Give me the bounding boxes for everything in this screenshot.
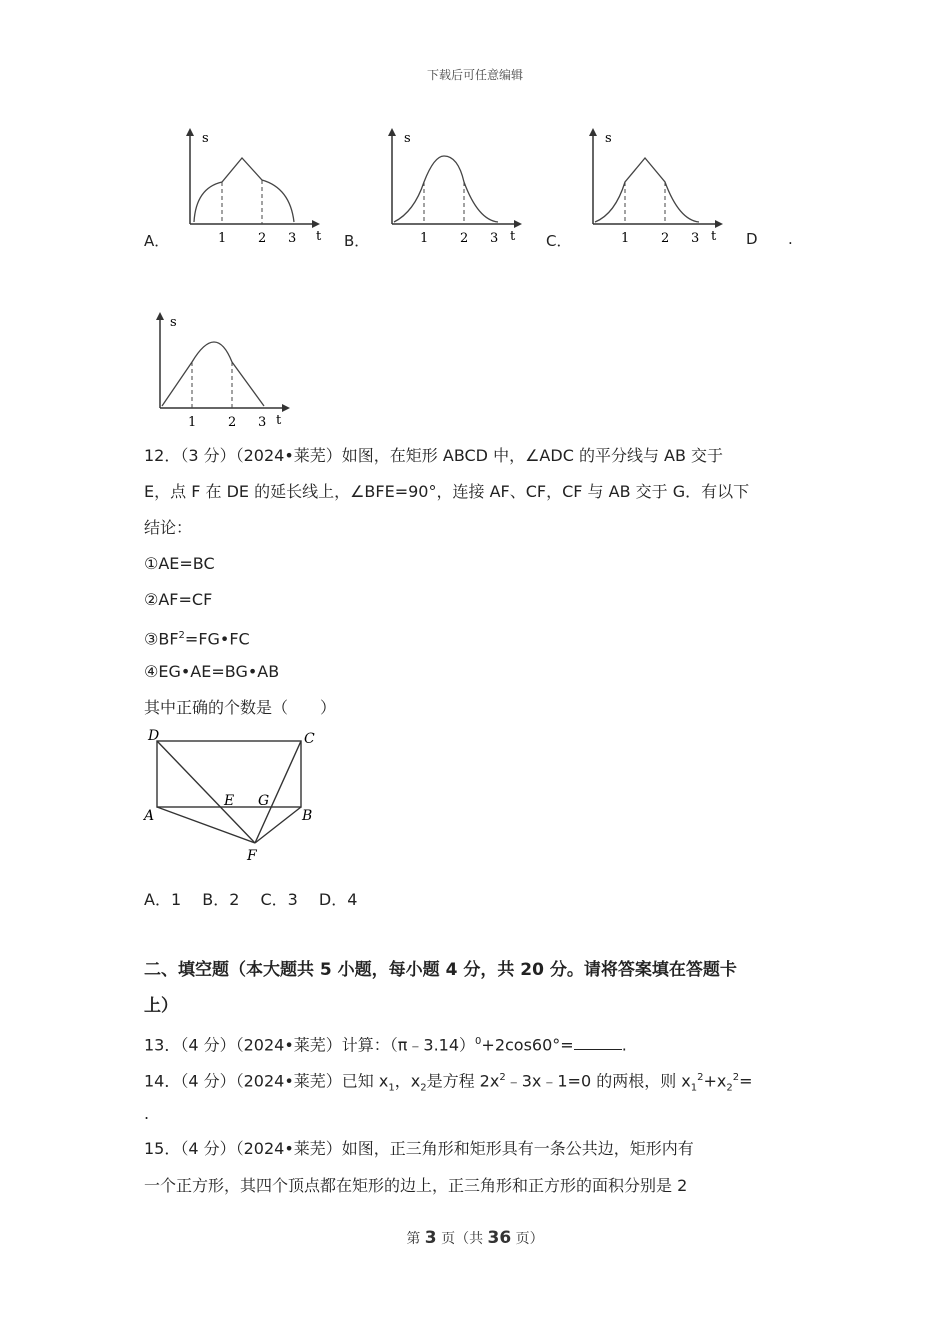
- x-arrow-icon: [715, 220, 723, 228]
- q14-sub1: 1: [388, 1082, 395, 1094]
- y-axis-label: s: [170, 315, 177, 330]
- tick-2: 2: [258, 231, 267, 244]
- graph-d: [142, 308, 302, 432]
- footer-pre: 第: [406, 1231, 425, 1247]
- q14-sub3: 1: [690, 1082, 698, 1094]
- y-axis-label: s: [202, 131, 209, 146]
- line-bf: [255, 807, 301, 843]
- q14-end: =: [739, 1071, 753, 1091]
- y-axis-label: s: [605, 131, 612, 146]
- curve: [194, 158, 294, 222]
- option-d-label: D: [746, 230, 758, 248]
- option-c-label: C．: [546, 232, 572, 250]
- label-a: A: [144, 808, 155, 824]
- q14-pre: 14．（4 分）（2024•莱芜）已知 x: [144, 1071, 389, 1091]
- graph-a: [172, 124, 332, 244]
- q13-end: .: [621, 1035, 627, 1055]
- label-g: G: [258, 793, 270, 809]
- tick-1: 1: [218, 231, 227, 244]
- label-f: F: [247, 848, 257, 864]
- footer-page-number: 3: [424, 1228, 437, 1248]
- q14-mid3: ﹣3x﹣1=0 的两根，则 x: [505, 1071, 691, 1091]
- line-cf: [255, 741, 301, 843]
- y-arrow-icon: [156, 312, 164, 320]
- tick-1: 1: [188, 415, 197, 430]
- page-footer: [0, 1228, 950, 1248]
- curve: [394, 156, 498, 222]
- option-d-dot: .: [788, 230, 793, 248]
- q15-line1: 15．（4 分）（2024•莱芜）如图，正三角形和矩形具有一条公共边，矩形内有: [144, 1139, 694, 1158]
- q12-conclusion-4: ④EG•AE=BG•AB: [144, 662, 280, 681]
- q13-sup: 0: [475, 1036, 482, 1047]
- q12-conclusion-3: [144, 618, 808, 657]
- line-df: [157, 741, 255, 843]
- q12-stem-line3: 结论：: [144, 518, 193, 537]
- x-arrow-icon: [514, 220, 522, 228]
- q12-stem-line2: E，点 F 在 DE 的延长线上，∠BFE=90°，连接 AF、CF，CF 与 AB 交于 G．有以下: [144, 482, 750, 501]
- y-arrow-icon: [589, 128, 597, 136]
- x-axis-label: t: [510, 229, 516, 244]
- q14-mid1: ，x: [394, 1071, 421, 1091]
- c3-pre: ③BF: [144, 629, 179, 649]
- footer-mid: 页（共: [436, 1231, 488, 1247]
- tick-2: 2: [228, 415, 237, 430]
- option-b-label: B．: [344, 232, 370, 250]
- q12-conclusion-1: ①AE=BC: [144, 554, 215, 573]
- label-b: B: [302, 808, 313, 824]
- x-arrow-icon: [312, 220, 320, 228]
- graph-c: [575, 124, 735, 244]
- tick-2: 2: [460, 231, 469, 244]
- q12-conclusion-2: ②AF=CF: [144, 590, 213, 609]
- q14-mid4: +x: [703, 1071, 727, 1091]
- x-axis-label: t: [316, 229, 322, 244]
- q12-stem-line1: 12．（3 分）（2024•莱芜）如图，在矩形 ABCD 中，∠ADC 的平分线与 AB 交于: [144, 446, 724, 465]
- curve: [595, 158, 699, 222]
- q12-choices: A．1 B．2 C．3 D．4: [144, 890, 358, 909]
- tick-1: 1: [621, 231, 630, 244]
- q14-line2: .: [144, 1104, 150, 1123]
- q15-line2: 一个正方形，其四个顶点都在矩形的边上，正三角形和正方形的面积分别是 2: [144, 1176, 688, 1195]
- q12-ask: 其中正确的个数是（ ）: [144, 698, 337, 717]
- tick-3: 3: [691, 231, 700, 244]
- label-c: C: [304, 731, 315, 747]
- curve: [162, 342, 264, 406]
- q14-sub4: 2: [726, 1082, 733, 1094]
- q14-sup2: 2: [697, 1072, 704, 1083]
- tick-1: 1: [420, 231, 429, 244]
- page-header: 下载后可任意编辑: [426, 68, 523, 82]
- rectangle-figure: [140, 724, 330, 866]
- label-d: D: [148, 728, 160, 744]
- footer-total-pages: 36: [487, 1228, 512, 1248]
- y-arrow-icon: [388, 128, 396, 136]
- c3-post: =FG•FC: [184, 629, 250, 649]
- x-axis-label: t: [276, 413, 282, 428]
- section2-title-line2: 上）: [144, 996, 178, 1016]
- x-axis-label: t: [711, 229, 717, 244]
- tick-3: 3: [258, 415, 267, 430]
- y-arrow-icon: [186, 128, 194, 136]
- line-af: [157, 807, 255, 843]
- footer-post: 页）: [511, 1231, 544, 1247]
- tick-3: 3: [288, 231, 297, 244]
- label-e: E: [224, 793, 235, 809]
- q13: [144, 1024, 808, 1063]
- tick-2: 2: [661, 231, 670, 244]
- section2-title-line1: 二、填空题（本大题共 5 小题，每小题 4 分，共 20 分。请将答案填在答题卡: [144, 960, 737, 980]
- q14-sup3: 2: [732, 1072, 740, 1083]
- q13-mid: +2cos60°=: [481, 1035, 574, 1055]
- x-arrow-icon: [282, 404, 290, 412]
- q13-pre: 13．（4 分）（2024•莱芜）计算：（π﹣3.14）: [144, 1035, 476, 1055]
- y-axis-label: s: [404, 131, 411, 146]
- q14-mid2: 是方程 2x: [426, 1071, 500, 1091]
- q14-sup1: 2: [499, 1072, 506, 1083]
- q13-answer-blank[interactable]: [574, 1035, 622, 1050]
- tick-3: 3: [490, 231, 499, 244]
- option-a-label: A．: [144, 232, 170, 250]
- graph-b: [374, 124, 534, 244]
- q14-sub2: 2: [420, 1082, 427, 1094]
- c3-sup: 2: [178, 630, 185, 641]
